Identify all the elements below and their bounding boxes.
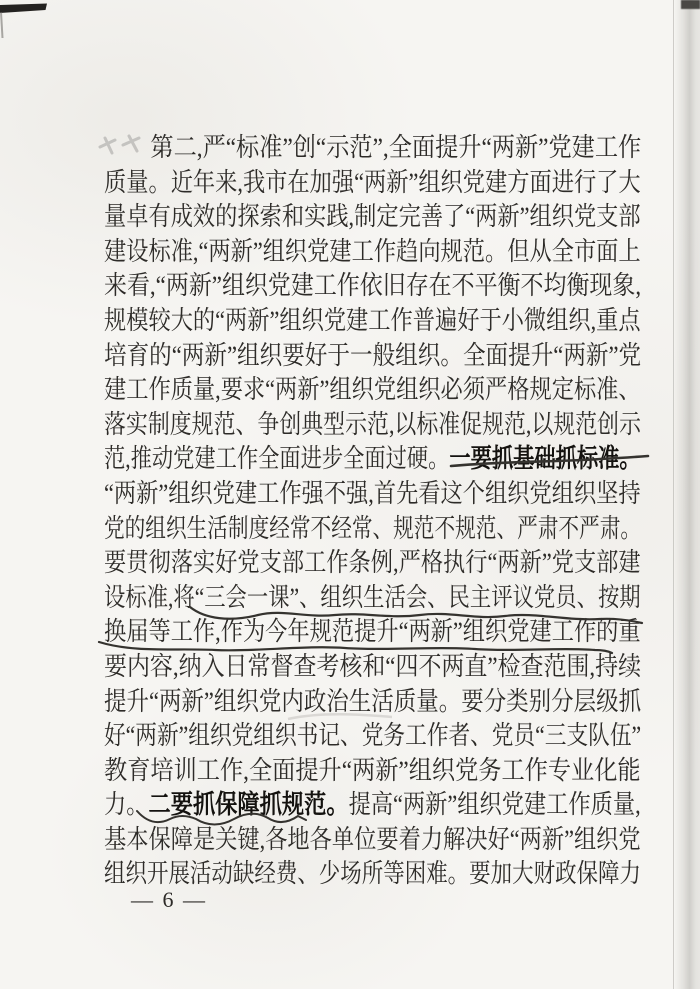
body-text: 培育的“两新”组织要好于一般组织。全面提升“两新”党 [104,340,642,370]
text-line [104,650,642,685]
text-line [104,166,641,201]
body-text: 教育培训工作,全面提升“两新”组织党务工作专业化能 [104,755,641,785]
text-line [104,408,642,443]
emphasized-text: 一要抓基础抓标准。 [449,444,641,474]
emphasized-text: 二要抓保障抓规范。 [148,790,349,820]
text-line [104,512,642,547]
body-text: 提升“两新”组织党内政治生活质量。要分类别分层级抓 [104,686,642,716]
body-text: 基本保障是关键,各地各单位要着力解决好“两新”组织党 [104,824,641,854]
document-body [104,131,641,892]
scan-corner-edge [1,12,3,38]
text-line [104,235,641,270]
text-line [104,269,642,304]
body-text: 规模较大的“两新”组织党建工作普遍好于小微组织,重点 [104,305,641,335]
text-line [104,615,641,650]
text-line [104,823,641,858]
body-text: 来看,“两新”组织党建工作依旧存在不平衡不均衡现象, [104,271,642,301]
text-line [104,788,641,823]
scan-edge-shadow [673,0,700,989]
text-line [104,200,641,235]
body-text: 量卓有成效的探索和实践,制定完善了“两新”组织党支部 [104,202,641,232]
body-text: 建设标准,“两新”组织党建工作趋向规范。但从全市面上 [104,236,641,266]
text-line [104,546,641,581]
body-text: 质量。近年来,我市在加强“两新”组织党建方面进行了大 [104,167,641,197]
body-text: 第二,严“标准”创“示范”,全面提升“两新”党建工作 [104,133,642,162]
text-line [104,373,641,408]
text-line [104,719,642,754]
text-line [104,477,641,512]
text-line [104,304,641,339]
scan-corner-notch [681,0,700,9]
body-text: 好“两新”组织党组织书记、党务工作者、党员“三支队伍” [104,721,642,751]
body-text: 范,推动党建工作全面进步全面过硬。 [104,444,450,474]
body-text: “两新”组织党建工作强不强,首先看这个组织党组织坚持 [104,478,641,508]
body-text: 换届等工作,作为今年规范提升“两新”组织党建工作的重 [104,617,641,647]
body-text: 设标准,将“三会一课”、组织生活会、民主评议党员、按期 [104,582,641,612]
body-text: 要内容,纳入日常督查考核和“四不两直”检查范围,持续 [104,651,642,681]
page-number: — 6 — [131,887,207,912]
text-line [104,131,642,166]
body-text: 组织开展活动缺经费、少场所等困难。要加大财政保障力 [104,859,642,889]
body-text: 提高“两新”组织党建工作质量, [348,790,641,820]
text-line [104,754,641,789]
body-text: 党的组织生活制度经常不经常、规范不规范、严肃不严肃。 [104,513,642,543]
body-text: 力。 [104,790,149,820]
body-text: 要贯彻落实好党支部工作条例,严格执行“两新”党支部建 [104,548,641,578]
text-line [104,581,641,616]
text-line [104,339,642,374]
body-text: 落实制度规范、争创典型示范,以标准促规范,以规范创示 [104,409,642,439]
text-line [104,685,642,720]
text-line [104,442,641,477]
body-text: 建工作质量,要求“两新”组织党组织必须严格规定标准、 [104,375,641,405]
scan-corner-mark [0,4,47,14]
